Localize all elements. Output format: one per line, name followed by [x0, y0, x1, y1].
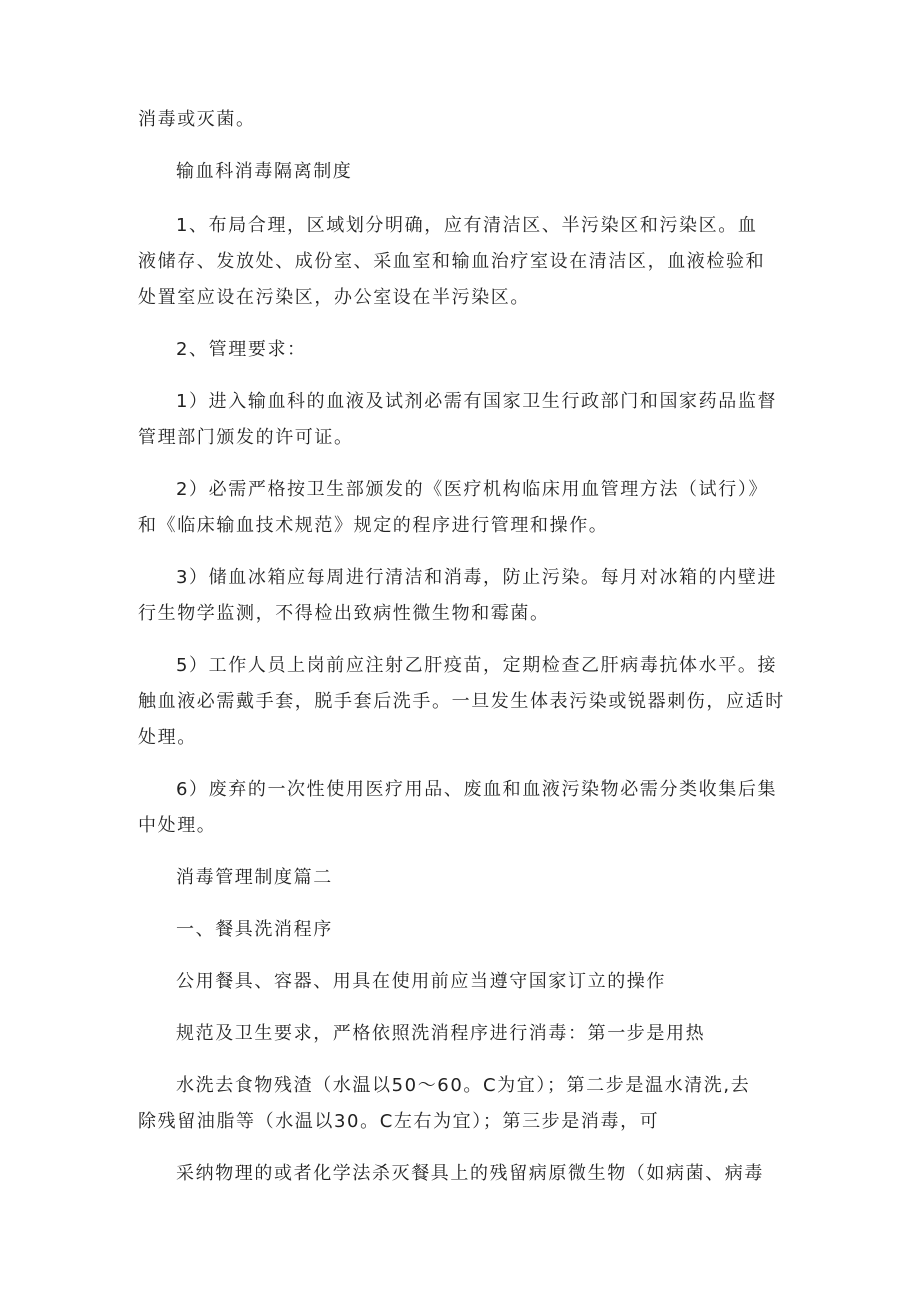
subsection-heading: 一、餐具洗消程序	[176, 919, 333, 940]
text-line: 2、管理要求：	[176, 339, 307, 360]
text-line: 6）废弃的一次性使用医疗用品、废血和血液污染物必需分类收集后集	[176, 779, 778, 800]
text-line: 处置室应设在污染区，办公室设在半污染区。	[138, 287, 530, 308]
text-line: 2）必需严格按卫生部颁发的《医疗机构临床用血管理方法（试行）》	[176, 479, 769, 500]
text-line: 和《临床输血技术规范》规定的程序进行管理和操作。	[138, 515, 609, 536]
text-line: 公用餐具、容器、用具在使用前应当遵守国家订立的操作	[176, 971, 666, 992]
text-line: 触血液必需戴手套，脱手套后洗手。一旦发生体表污染或锐器刺伤，应适时	[138, 691, 785, 712]
text-line: 5）工作人员上岗前应注射乙肝疫苗，定期检查乙肝病毒抗体水平。接	[176, 655, 778, 676]
text-line: 1、布局合理，区域划分明确，应有清洁区、半污染区和污染区。血	[176, 215, 758, 236]
text-line: 管理部门颁发的许可证。	[138, 427, 354, 448]
section-heading: 输血科消毒隔离制度	[176, 161, 353, 182]
text-line: 处理。	[138, 727, 197, 748]
text-line: 液储存、发放处、成份室、采血室和输血治疗室设在清洁区，血液检验和	[138, 251, 766, 272]
text-line: 中处理。	[138, 815, 217, 836]
section-heading: 消毒管理制度篇二	[176, 867, 333, 888]
text-line: 消毒或灭菌。	[138, 109, 256, 130]
text-line: 规范及卫生要求，严格依照洗消程序进行消毒：第一步是用热	[176, 1023, 706, 1044]
text-line: 采纳物理的或者化学法杀灭餐具上的残留病原微生物（如病菌、病毒	[176, 1163, 764, 1184]
text-line: 除残留油脂等（水温以30。C左右为宜）；第三步是消毒，可	[138, 1111, 660, 1132]
text-line: 3）储血冰箱应每周进行清洁和消毒，防止污染。每月对冰箱的内壁进	[176, 567, 778, 588]
text-line: 行生物学监测，不得检出致病性微生物和霉菌。	[138, 603, 550, 624]
text-line: 1）进入输血科的血液及试剂必需有国家卫生行政部门和国家药品监督	[176, 391, 778, 412]
text-line: 水洗去食物残渣（水温以50～60。C为宜）；第二步是温水清洗,去	[176, 1075, 751, 1096]
